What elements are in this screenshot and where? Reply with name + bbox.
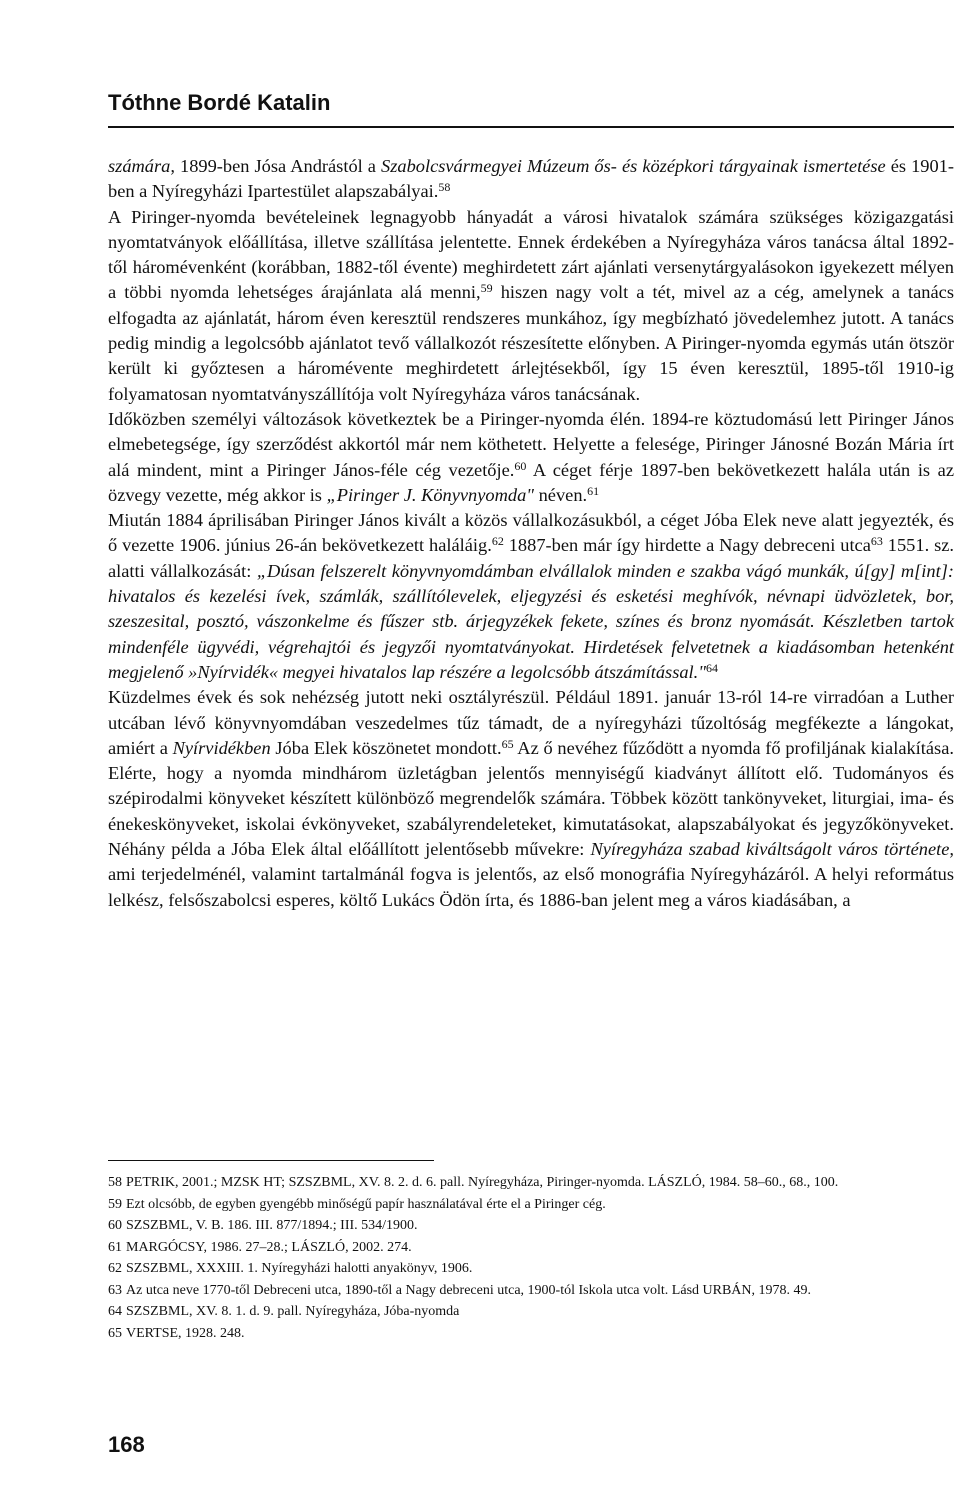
text-fragment: számára, bbox=[108, 156, 175, 176]
footnote-number: 64 bbox=[108, 1304, 122, 1319]
footnote-number: 63 bbox=[108, 1282, 122, 1298]
footnote-text: MARGÓCSY, 1986. 27–28.; LÁSZLÓ, 2002. 274. bbox=[126, 1239, 412, 1255]
company-name: „Piringer J. Könyvnyomda" bbox=[326, 484, 534, 505]
footnote-text: VERTSE, 1928. 248. bbox=[126, 1325, 245, 1341]
footnote-text: SZSZBML, XXXIII. 1. Nyíregyházi halotti anyakönyv, 1906. bbox=[126, 1261, 473, 1276]
footnote bbox=[108, 1258, 954, 1280]
text-fragment: Miután 1884 áprilisában Piringer János kivált a közös vállalkozásukból, a céget Jóba Elek neve alatt jegyezték, és ő vezette 1906. június 26-án bekövetkezett haláláig. bbox=[108, 510, 954, 556]
footnote-text: SZSZBML, V. B. 186. III. 877/1894.; III. 534/1900. bbox=[126, 1218, 418, 1233]
footnote-ref: 61 bbox=[587, 483, 600, 498]
text-fragment: hiszen nagy volt a tét, mivel az a cég, amelynek a tanács elfogadta az ajánlatát, három éven keresztül rendszeres munkához, így megbízható jövedelemhez jutott. A tanács pedig mindig a legolcsóbb ajánlatot tevő vállalkozót részesítette előnyben. A Piringer-nyomda egymás után ötször került ki győztesen a háromévente meghirdetett árlejtésekből, így 15 éven keresztül, 1895-től 1910-ig folyamatosan nyomtatványszállítója volt Nyíregyháza város tanácsának. bbox=[108, 282, 954, 404]
text-fragment: Az ő nevéhez fűződött a nyomda fő profiljának kialakítása. Elérte, hogy a nyomda mindhárom üzletágban jelentős mennyiségű kiadványt állított elő. Tudományos és szépirodalmi könyveket készített különböző megrendelők számára. Többek között tankönyveket, liturgiai, ima- és énekeskönyveket, iskolai évkönyveket, szabályrendeleteket, kimutatásokat, alapszabályokat és jegyzőkönyveket. Néhány példa a Jóba Elek által előállított jelentősebb művekre: bbox=[108, 737, 954, 860]
footnote-ref: 59 bbox=[480, 281, 493, 296]
footnote-ref: 63 bbox=[870, 534, 883, 549]
footnote-rule bbox=[108, 1160, 434, 1161]
footnote-number: 62 bbox=[108, 1261, 122, 1276]
footnote-number: 65 bbox=[108, 1325, 122, 1341]
book-title: Nyíregyháza szabad kiváltságolt város története, bbox=[590, 839, 955, 860]
footnote-ref: 60 bbox=[514, 458, 527, 473]
text-fragment: A Piringer-nyomda bevételeinek legnagyobb hányadát a városi hivatalok számára szükséges közigazgatási nyomtatványok előállítása, illetve szállítása jelentette. Ennek érdekében a Nyíregyháza város tanácsa által 1892-től háromévenként (korábban, 1882-től évente) meghirdetett zárt ajánlati versenytárgyalásokon igyekezett mélyen a többi nyomda lehetséges árajánlata alá menni, bbox=[108, 206, 954, 303]
running-header-author: Tóthne Bordé Katalin bbox=[108, 90, 331, 115]
footnote-ref: 64 bbox=[706, 660, 718, 675]
footnote-ref: 62 bbox=[491, 534, 504, 549]
text-fragment: 1899-ben Jósa Andrástól a bbox=[174, 156, 382, 176]
footnote-number: 59 bbox=[108, 1196, 122, 1212]
footnote-ref: 65 bbox=[501, 736, 514, 751]
footnote bbox=[108, 1280, 954, 1302]
paragraph-1 bbox=[108, 154, 954, 205]
book-title: Szabolcsvármegyei Múzeum ős- és középkori tárgyainak ismertetése bbox=[381, 156, 886, 176]
text-fragment: Időközben személyi változások következtek be a Piringer-nyomda élén. 1894-re köztudomású lett Piringer János elmebetegsége, így szerződést akkortól már nem köthetett. Helyette a felesége, Piringer Jánosné Bozán Mária írt alá mindent, mint a Piringer János-féle cég vezetője. bbox=[108, 408, 954, 480]
text-fragment: Küzdelmes évek és sok nehézség jutott neki osztályrészül. Például 1891. január 13-ról 14-re virradóan a Luther utcában lévő könyvnyomdában veszedelmes tűz támadt, de a nyíregyházi tűzoltóság megfékezte a lángokat, amiért a bbox=[108, 687, 954, 758]
footnote bbox=[108, 1323, 954, 1345]
paragraph-4 bbox=[108, 508, 954, 685]
paragraph-3 bbox=[108, 407, 954, 508]
footnotes bbox=[108, 1172, 954, 1344]
paragraph-2 bbox=[108, 205, 954, 407]
body-text bbox=[108, 154, 954, 913]
footnote-number: 61 bbox=[108, 1239, 122, 1255]
paragraph-5 bbox=[108, 685, 954, 913]
text-fragment: ami terjedelménél, valamint tartalmánál fogva is jelentős, az első monográfia Nyíregyházáról. A helyi református lelkész, felsőszabolcsi esperes, költő Lukács Ödön írta, és 1886-ban jelent meg a város kiadásában, a bbox=[108, 864, 954, 910]
text-fragment: A céget férje 1897-ben bekövetkezett halála után is az özvegy vezette, még akkor is bbox=[108, 459, 954, 505]
footnote bbox=[108, 1301, 954, 1323]
footnote-number: 58 bbox=[108, 1175, 122, 1190]
text-fragment: Jóba Elek köszönetet mondott. bbox=[270, 737, 502, 758]
text-fragment: és 1901-ben a Nyíregyházi Ipartestület alapszabályai. bbox=[108, 156, 955, 202]
advertisement-quote: „Dúsan felszerelt könyvnyomdámban elvállalok minden e szakba vágó munkák, ú[gy] m[int]: hivatalos és kezelési ívek, számlák, szállítólevelek, eljegyzési és esketési meghívók, névnapi üdvözletek, bor, szeszesital, posztó, vászonkelme és fűszer stb. árjegyzékek fekete, színes és bronz nyomását. Készletben tartok mindenféle ügyvédi, végrehajtói és jegyzői nyomtatványokat. Hirdetések felvetetnek a kiadásomban hetenként megjelenő »Nyírvidék« megyei hivatalos lap részére a legolcsóbb átszámítással." bbox=[108, 560, 954, 682]
text-fragment: 1887-ben már így hirdette a Nagy debreceni utca bbox=[503, 535, 871, 556]
text-fragment: 1551. sz. alatti vállalkozását: bbox=[108, 535, 954, 581]
footnote-text: Ezt olcsóbb, de egyben gyengébb minőségű papír használatával érte el a Piringer cég. bbox=[126, 1196, 606, 1212]
footnote-number: 60 bbox=[108, 1218, 122, 1233]
text-fragment: néven. bbox=[534, 484, 588, 505]
footnote bbox=[108, 1237, 954, 1259]
header-rule bbox=[108, 126, 954, 128]
footnote-ref: 58 bbox=[438, 180, 451, 195]
footnote-text: Az utca neve 1770-től Debreceni utca, 1890-től a Nagy debreceni utca, 1900-tól Iskola utca volt. Lásd URBÁN, 1978. 49. bbox=[126, 1282, 812, 1298]
page-number: 168 bbox=[108, 1432, 145, 1457]
footnote bbox=[108, 1194, 954, 1216]
footnote-text: PETRIK, 2001.; MZSK HT; SZSZBML, XV. 8. 2. d. 6. pall. Nyíregyháza, Piringer-nyomda. LÁSZLÓ, 1984. 58–60., 68., 100. bbox=[126, 1175, 839, 1190]
footnote-text: SZSZBML, XV. 8. 1. d. 9. pall. Nyíregyháza, Jóba-nyomda bbox=[126, 1304, 460, 1319]
newspaper-name: Nyírvidékben bbox=[172, 737, 271, 758]
footnote bbox=[108, 1172, 954, 1194]
footnote bbox=[108, 1215, 954, 1237]
